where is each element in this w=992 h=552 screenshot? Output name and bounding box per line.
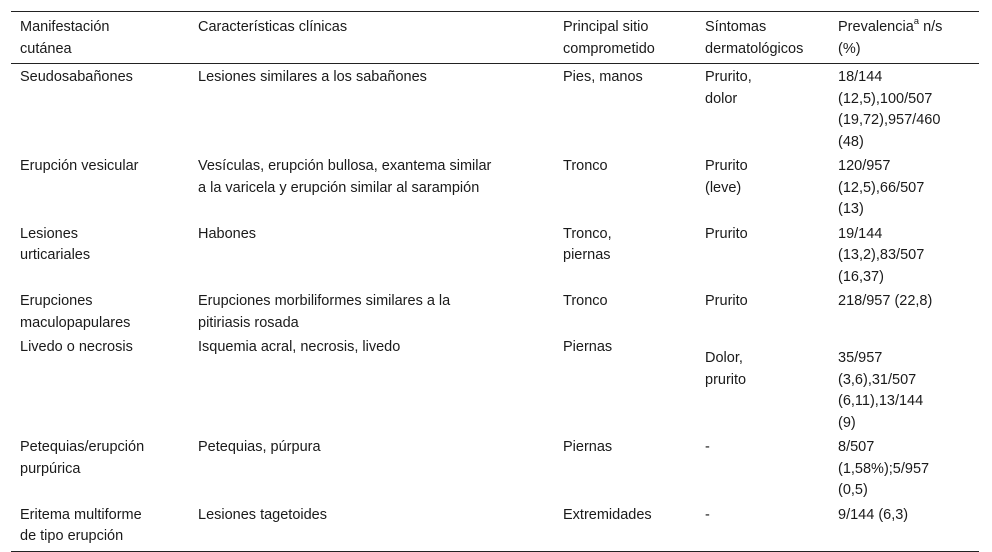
header-main-site: Principal sitio comprometido bbox=[554, 12, 696, 64]
table-row bbox=[11, 153, 979, 221]
cell-symptoms: Prurito bbox=[705, 225, 748, 242]
header-prevalence bbox=[829, 12, 979, 64]
cell-symptoms: Prurito bbox=[705, 293, 748, 309]
cell-clinical-features: Vesículas, erupción bullosa, exantema similar a la varicela y erupción similar al sarampión bbox=[198, 158, 492, 196]
cell-manifestation: Eritema multiforme de tipo erupción bbox=[11, 502, 189, 552]
cell-clinical-features: Lesiones tagetoides bbox=[189, 502, 554, 552]
cell-prevalence: 120/957 (12,5),66/507 (13) bbox=[838, 158, 925, 217]
cell-prevalence: 18/144 (12,5),100/507 (19,72),957/460 (48) bbox=[838, 69, 941, 150]
cell-clinical-features: Petequias, púrpura bbox=[198, 439, 321, 455]
cell-manifestation: Petequias/erupción purpúrica bbox=[20, 439, 145, 477]
cell-clinical-features: Isquemia acral, necrosis, livedo bbox=[198, 339, 401, 355]
cell-main-site: Tronco bbox=[563, 293, 608, 309]
cell-prevalence: 19/144 (13,2),83/507 (16,37) bbox=[838, 225, 925, 285]
cell-symptoms: - bbox=[696, 502, 829, 552]
cell-prevalence: 8/507 (1,58%);5/957 (0,5) bbox=[838, 439, 930, 498]
header-manifestation: Manifestación cutánea bbox=[11, 12, 189, 64]
table-row bbox=[11, 502, 979, 552]
table-row bbox=[11, 334, 979, 434]
cell-clinical-features: Lesiones similares a los sabañones bbox=[198, 69, 427, 85]
cell-symptoms: Prurito, dolor bbox=[705, 69, 752, 107]
cell-clinical-features: Erupciones morbiliformes similares a la pitiriasis rosada bbox=[198, 293, 451, 331]
table-row bbox=[11, 221, 979, 289]
header-symptoms: Síntomas dermatológicos bbox=[696, 12, 829, 64]
cell-manifestation: Seudosabañones bbox=[20, 69, 133, 85]
cell-main-site: Pies, manos bbox=[563, 69, 643, 85]
cell-symptoms: Dolor, prurito bbox=[705, 350, 747, 388]
cell-prevalence: 35/957 (3,6),31/507 (6,11),13/144 (9) bbox=[838, 350, 924, 431]
table-row bbox=[11, 288, 979, 334]
cutaneous-manifestations-table bbox=[11, 11, 979, 552]
cell-prevalence: 9/144 (6,3) bbox=[829, 502, 979, 552]
table-row bbox=[11, 434, 979, 502]
table-row bbox=[11, 64, 979, 154]
cell-prevalence: 218/957 (22,8) bbox=[838, 293, 933, 309]
footnote-marker: a bbox=[913, 16, 920, 28]
cell-manifestation: Erupción vesicular bbox=[20, 158, 139, 174]
cell-clinical-features: Habones bbox=[198, 225, 257, 242]
header-prevalence-label: Prevalencia bbox=[838, 19, 914, 35]
cell-manifestation: Lesiones urticariales bbox=[20, 225, 91, 263]
cell-symptoms: - bbox=[705, 439, 710, 455]
header-row bbox=[11, 12, 979, 64]
cell-main-site: Piernas bbox=[563, 439, 613, 455]
cell-main-site: Piernas bbox=[563, 339, 613, 355]
cell-manifestation: Livedo o necrosis bbox=[20, 339, 133, 355]
cell-symptoms: Prurito (leve) bbox=[705, 158, 748, 196]
cell-main-site: Extremidades bbox=[554, 502, 696, 552]
cell-main-site: Tronco bbox=[563, 158, 608, 174]
header-clinical-features: Características clínicas bbox=[189, 12, 554, 64]
cell-main-site: Tronco, piernas bbox=[563, 225, 612, 263]
header-prevalence-unit: n/s (%) bbox=[838, 19, 943, 57]
cell-manifestation: Erupciones maculopapulares bbox=[20, 293, 131, 331]
